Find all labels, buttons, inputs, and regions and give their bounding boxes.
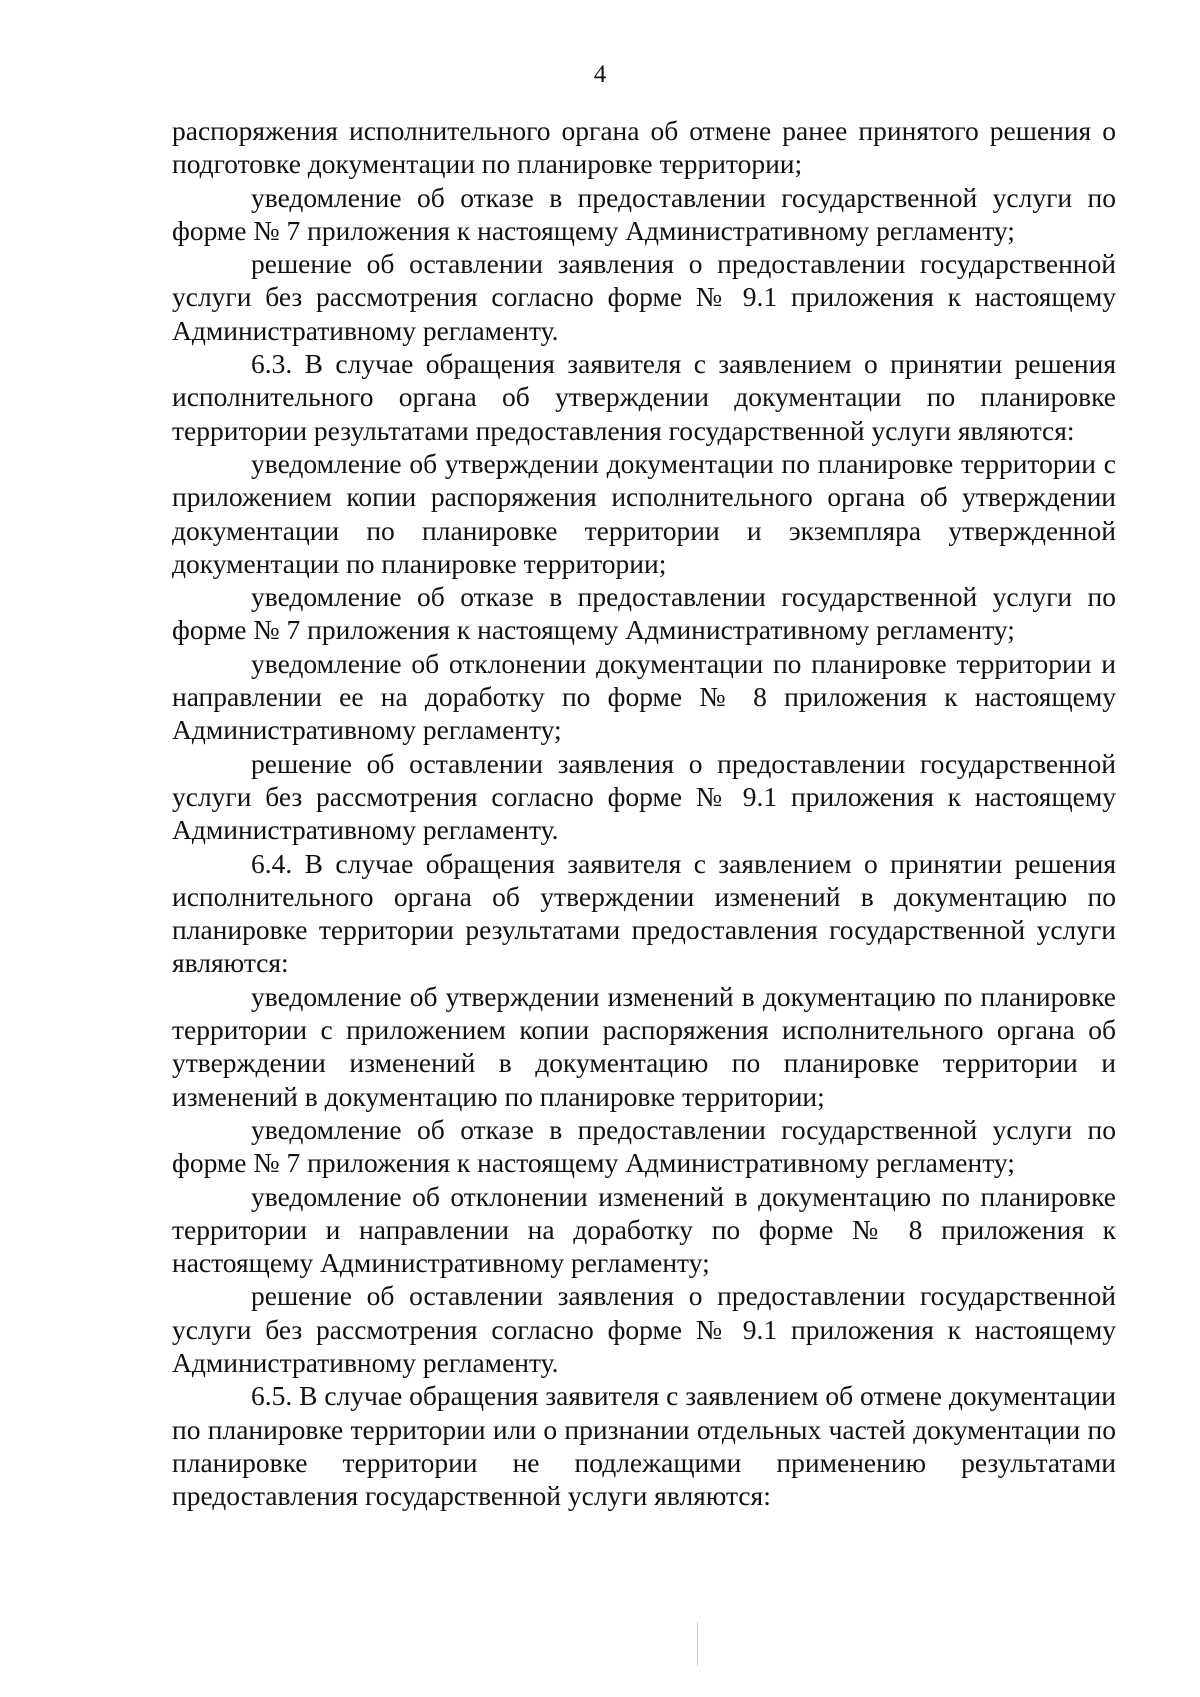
clause-6-3: 6.3. В случае обращения заявителя с заявлением о принятии решения исполнительного органа об утверждении документации по планировке территории результатами предоставления государственной услуги являются:	[172, 348, 1116, 446]
paragraph: уведомление об отказе в предоставлении государственной услуги по форме № 7 приложения к настоящему Административному регламенту;	[172, 1113, 1116, 1179]
paragraph: решение об оставлении заявления о предоставлении государственной услуги без рассмотрения согласно форме № 9.1 приложения к настоящему Административному регламенту.	[172, 248, 1116, 346]
paragraph: уведомление об отклонении изменений в документацию по планировке территории и направлении на доработку по форме № 8 приложения к настоящему Административному регламенту;	[172, 1180, 1116, 1279]
document-body	[172, 114, 1116, 1512]
paragraph: уведомление об отказе в предоставлении государственной услуги по форме № 7 приложения к настоящему Административному регламенту;	[172, 581, 1116, 646]
scan-artifact-line	[697, 1622, 698, 1666]
paragraph: уведомление об утверждении документации по планировке территории с приложением копии распоряжения исполнительного органа об утверждении документации по планировке территории и экземпляра утвержденной документации по планировке территории;	[172, 447, 1116, 579]
paragraph: решение об оставлении заявления о предоставлении государственной услуги без рассмотрения согласно форме № 9.1 приложения к настоящему Административному регламенту.	[172, 747, 1116, 846]
paragraph: уведомление об утверждении изменений в документацию по планировке территории с приложением копии распоряжения исполнительного органа об утверждении изменений в документацию по планировке территории и изменений в документацию по планировке территории;	[172, 980, 1116, 1112]
clause-6-5: 6.5. В случае обращения заявителя с заявлением об отмене документации по планировке территории или о признании отдельных частей документации по планировке территории не подлежащими применению результатами предоставления государственной услуги являются:	[172, 1380, 1116, 1512]
paragraph: решение об оставлении заявления о предоставлении государственной услуги без рассмотрения согласно форме № 9.1 приложения к настоящему Административному регламенту.	[172, 1280, 1116, 1378]
paragraph: уведомление об отклонении документации по планировке территории и направлении ее на доработку по форме № 8 приложения к настоящему Административному регламенту;	[172, 647, 1116, 746]
page-number: 4	[593, 61, 607, 88]
clause-6-4: 6.4. В случае обращения заявителя с заявлением о принятии решения исполнительного органа об утверждении изменений в документацию по планировке территории результатами предоставления государственной услуги являются:	[172, 847, 1116, 979]
paragraph: уведомление об отказе в предоставлении государственной услуги по форме № 7 приложения к настоящему Административному регламенту;	[172, 181, 1116, 246]
paragraph-continuation: распоряжения исполнительного органа об отмене ранее принятого решения о подготовке документации по планировке территории;	[172, 115, 1116, 180]
